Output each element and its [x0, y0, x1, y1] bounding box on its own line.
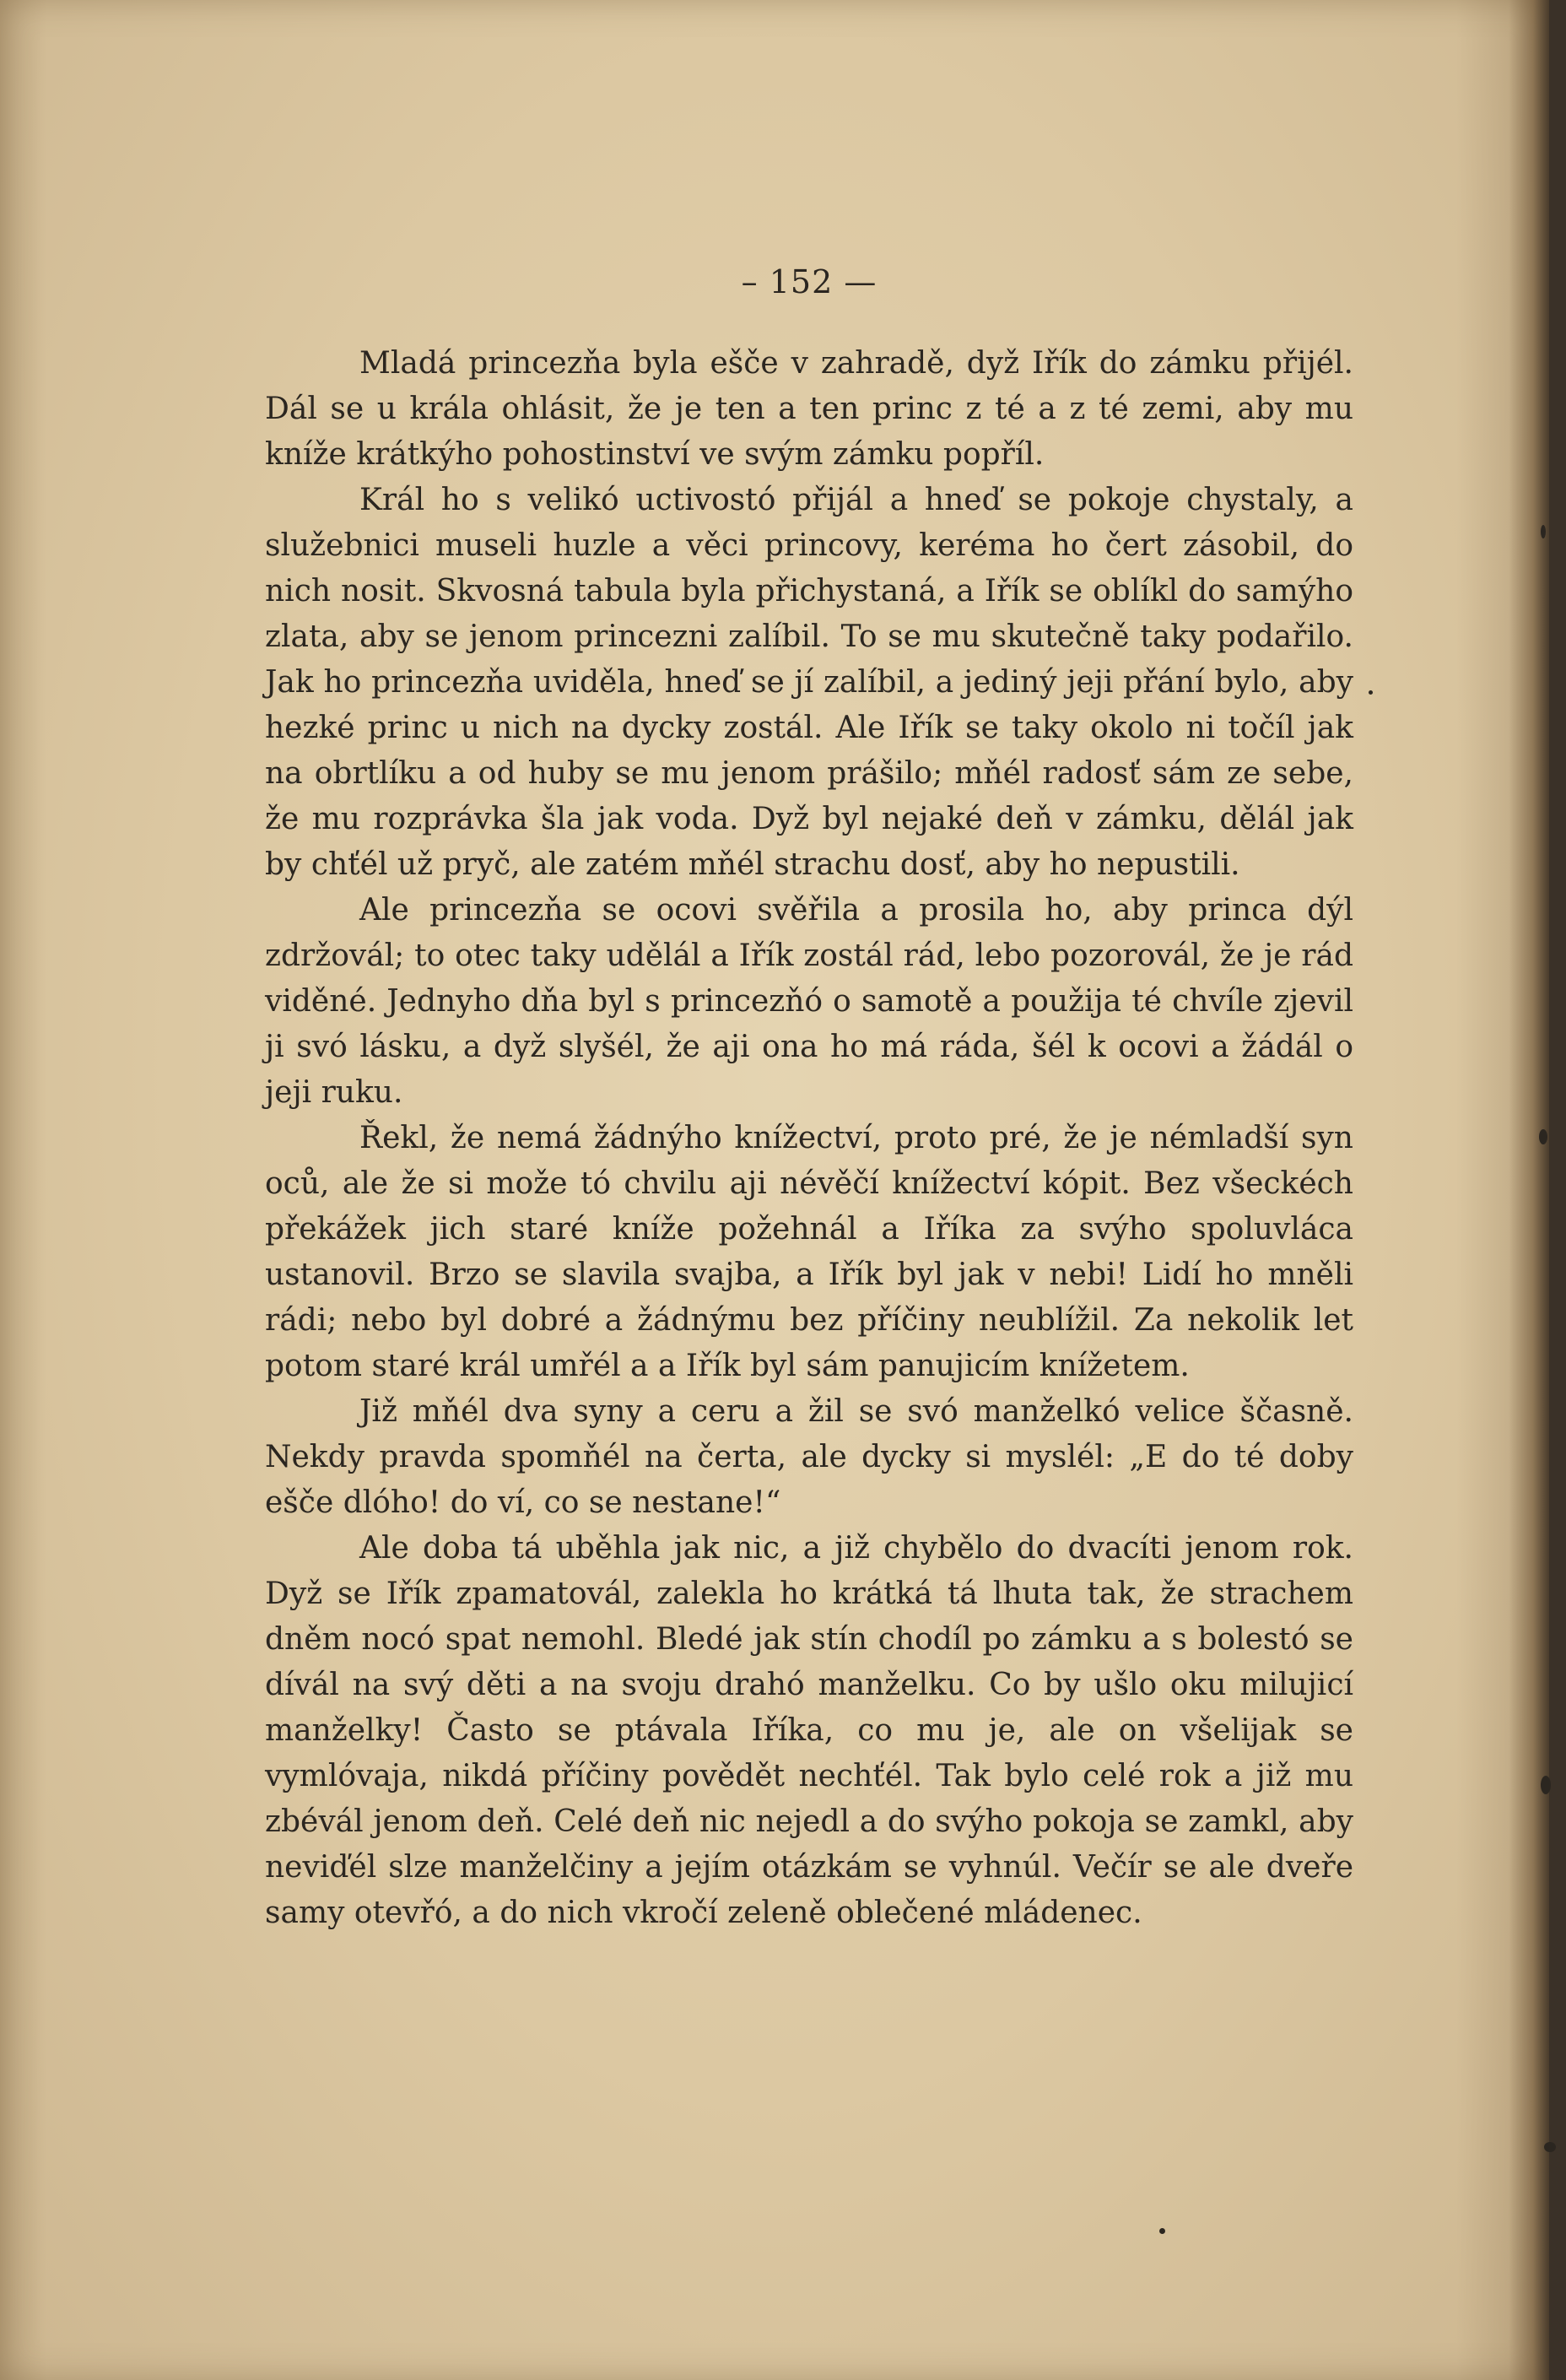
paragraph: Ale doba tá uběhla jak nic, a již chybělo do dvacíti jenom rok. Dyž se Iřík zpamatovál, zalekla ho krátká tá lhuta tak, že strachem dněm nocó spat nemohl. Bledé jak stín chodíl po zámku a s bolestó se dívál na svý děti a na svoju drahó manželku. Co by ušlo oku milujicí manželky! Často se ptávala Iříka, co mu je, ale on všelijak se vymlóvaja, nikdá příčiny povědět nechťél. Tak bylo celé rok a již mu zbévál jenom deň. Celé deň nic nejedl a do svýho pokoja se zamkl, aby neviďél slze manželčiny a jejím otázkám se vyhnúl. Večír se ale dveře samy otevřó, a do nich vkročí zeleně oblečené mládenec. [265, 1531, 1353, 1930]
ink-speck [1159, 2228, 1165, 2234]
paragraph: Ale princezňa se ocovi svěřila a prosila ho, aby princa dýl zdržovál; to otec taky udělál a Iřík zostál rád, lebo pozorovál, že je rád viděné. Jednyho dňa byl s princezňó o samotě a použija té chvíle zjevil ji svó lásku, a dyž slyšél, že aji ona ho má ráda, šél k ocovi a žádál o jeji ruku. [265, 893, 1353, 1110]
page-content [265, 263, 1353, 1936]
margin-mark [1539, 1129, 1547, 1144]
paragraph: Král ho s velikó uctivostó přijál a hneď se pokoje chystaly, a služebnici museli huzle a věci princovy, keréma ho čert zásobil, do nich nosit. Skvosná tabula byla přichystaná, a Iřík se oblíkl do samýho zlata, aby se jenom princezni zalíbil. To se mu skutečně taky podařilo. Jak ho princezňa uviděla, hneď se jí zalíbil, a jediný jeji přání bylo, aby hezké princ u nich na dycky zostál. Ale Iřík se taky okolo ni točíl jak na obrtlíku a od huby se mu jenom prášilo; mňél radosť sám ze sebe, že mu rozprávka šla jak voda. Dyž byl nejaké deň v zámku, dělál jak by chťél už pryč, ale zatém mňél strachu dosť, aby ho nepustili. [265, 483, 1353, 882]
margin-mark [1544, 2142, 1556, 2152]
margin-mark [1541, 525, 1546, 538]
page-gutter-shadow [1509, 0, 1549, 2380]
paragraph: Mladá princezňa byla ešče v zahradě, dyž Iřík do zámku přijél. Dál se u krála ohlásit, že je ten a ten princ z té a z té zemi, aby mu kníže krátkýho pohostinství ve svým zámku popříl. [265, 346, 1353, 472]
paragraph: Již mňél dva syny a ceru a žil se svó manželkó velice ščasně. Nekdy pravda spomňél na čerta, ale dycky si myslél: „E do té doby ešče dlóho! do ví, co se nestane!“ [265, 1394, 1353, 1520]
ink-speck [1369, 690, 1373, 695]
paragraph: Řekl, že nemá žádnýho knížectví, proto pré, že je némladší syn oců, ale že si može tó chvilu aji névěčí knížectví kópit. Bez všeckéch překážek jich staré kníže požehnál a Iříka za svýho spoluvláca ustanovil. Brzo se slavila svajba, a Iřík byl jak v nebi! Lidí ho mněli rádi; nebo byl dobré a žádnýmu bez příčiny neublížil. Za nekolik let potom staré král umřél a a Iřík byl sám panujicím knížetem. [265, 1121, 1353, 1383]
page-number: – 152 — [741, 263, 878, 300]
margin-mark [1541, 1776, 1551, 1794]
